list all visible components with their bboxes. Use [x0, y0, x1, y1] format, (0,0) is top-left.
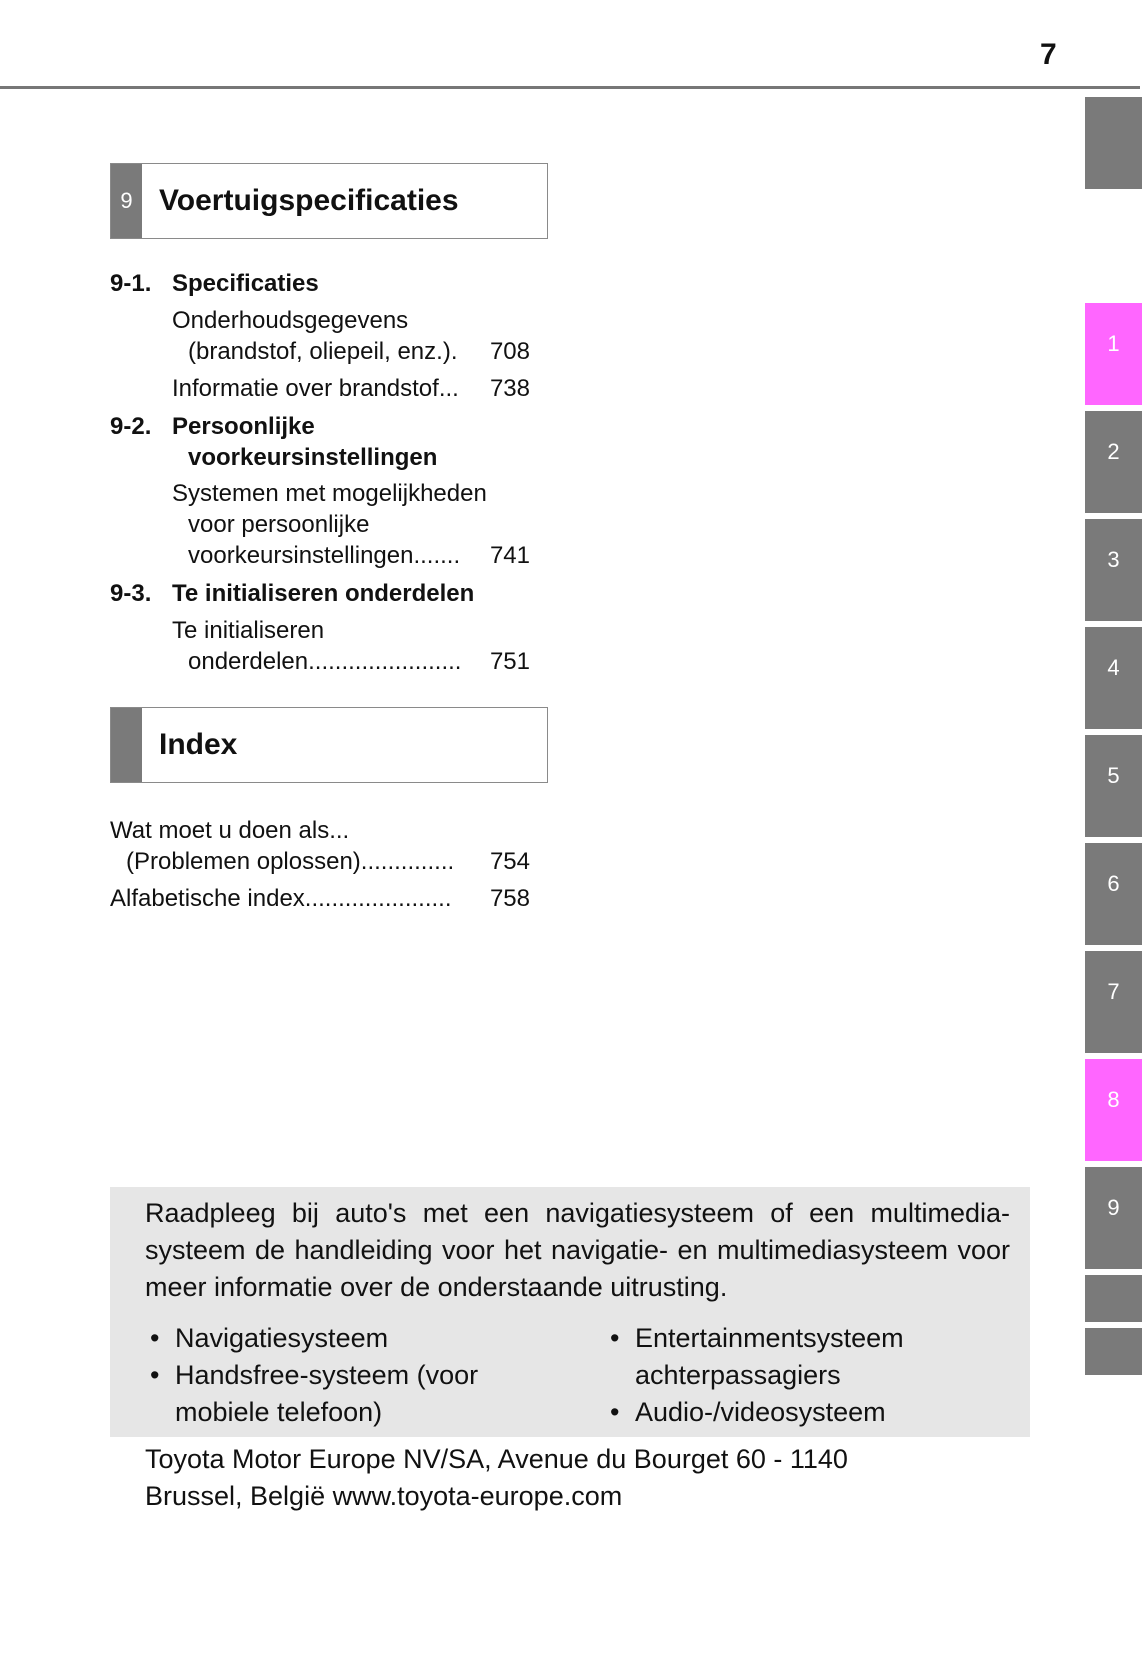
chapter-tab-label: 4 [1107, 655, 1120, 680]
toc-heading-title: Specificaties [172, 270, 319, 297]
toc-heading-title: Te initialiseren onderdelen [172, 580, 475, 607]
toc-leader: ...................... [304, 885, 452, 912]
toc-page-number: 738 [489, 375, 530, 402]
chapter-tab-2[interactable] [1085, 411, 1142, 513]
toc-heading-number: 9-3. [110, 580, 152, 607]
section-title: Index [159, 728, 238, 761]
section-number-marker [111, 708, 142, 782]
section-title: Voertuigspecificaties [159, 184, 459, 217]
top-divider [0, 86, 1140, 89]
chapter-tab-label: 5 [1107, 763, 1120, 788]
publisher-footer [145, 1441, 848, 1515]
toc-page-number: 751 [489, 648, 530, 675]
toc-entry-informatie-brandstof[interactable] [172, 373, 530, 404]
toc-heading-number: 9-1. [110, 270, 152, 297]
toc-entry-text: (brandstof, oliepeil, enz.) [188, 338, 451, 365]
toc-entry-text: onderdelen [188, 648, 309, 675]
section-number: 9 [111, 164, 142, 238]
chapter-tab-label: 9 [1107, 1195, 1120, 1220]
section-header-index [110, 707, 548, 783]
page-number: 7 [1040, 38, 1057, 71]
toc-heading-title-continued: voorkeursinstellingen [188, 444, 438, 471]
section-header-9 [110, 163, 548, 239]
toc-heading-title: Persoonlijke [172, 413, 315, 440]
note-text: Raadpleeg bij auto's met een navigatiesysteem of een multimedia-systeem de handleiding voor het navigatie- en multimediasysteem voor meer informatie over de onderstaande uitrusting. [145, 1198, 1010, 1302]
index-entry-alfabetische[interactable] [110, 883, 530, 914]
chapter-tab-5[interactable] [1085, 735, 1142, 837]
index-entry-problemen[interactable] [126, 846, 530, 877]
chapter-tab-label: 2 [1107, 439, 1120, 464]
note-bullets-right [605, 1320, 985, 1431]
chapter-tab-blank[interactable] [1085, 1275, 1142, 1322]
chapter-tab-7[interactable] [1085, 951, 1142, 1053]
bullet-item: • Entertainmentsysteem achterpassagiers [605, 1320, 985, 1394]
chapter-tab-6[interactable] [1085, 843, 1142, 945]
toc-entry-line[interactable]: Te initialiseren [172, 617, 325, 644]
chapter-tab-9[interactable] [1085, 1167, 1142, 1269]
chapter-tab-label: 3 [1107, 547, 1120, 572]
toc-page-number: 708 [489, 338, 530, 365]
chapter-tab-8[interactable] [1085, 1059, 1142, 1161]
navigation-note-box [110, 1187, 1030, 1437]
chapter-tab-label: 7 [1107, 979, 1120, 1004]
toc-entry-systemen[interactable] [188, 540, 530, 571]
toc-leader: ... [438, 375, 459, 402]
chapter-tab-blank[interactable] [1085, 97, 1142, 189]
toc-heading-number: 9-2. [110, 413, 152, 440]
bullet-item: • Handsfree-systeem (voor mobiele telefoon) [145, 1357, 565, 1431]
chapter-tab-label: 6 [1107, 871, 1120, 896]
toc-entry-te-initialiseren[interactable] [188, 646, 530, 677]
index-entry-text: Alfabetische index [110, 885, 305, 912]
bullet-item: • Navigatiesysteem [145, 1320, 565, 1357]
toc-entry-line[interactable]: voor persoonlijke [188, 511, 370, 538]
toc-leader: ....... [413, 542, 461, 569]
chapter-tab-label: 1 [1107, 331, 1120, 356]
index-entry-text: (Problemen oplossen) [126, 848, 361, 875]
toc-heading-9-2[interactable] [110, 411, 315, 442]
toc-entry-onderhoudsgegevens[interactable] [188, 336, 530, 367]
chapter-tab-label: 8 [1107, 1087, 1120, 1112]
toc-leader: .............. [360, 848, 455, 875]
note-bullets-left [145, 1320, 565, 1431]
toc-page-number: 741 [489, 542, 530, 569]
chapter-tab-3[interactable] [1085, 519, 1142, 621]
toc-page-number: 758 [489, 885, 530, 912]
toc-heading-9-1[interactable] [110, 268, 319, 299]
toc-entry-text: Informatie over brandstof [172, 375, 439, 402]
toc-entry-line[interactable]: Onderhoudsgegevens [172, 307, 409, 334]
toc-leader: ....................... [308, 648, 462, 675]
chapter-tab-blank[interactable] [1085, 1328, 1142, 1375]
chapter-tab-4[interactable] [1085, 627, 1142, 729]
toc-heading-9-3[interactable] [110, 578, 475, 609]
index-entry-line[interactable]: Wat moet u doen als... [110, 817, 350, 844]
toc-entry-line[interactable]: Systemen met mogelijkheden [172, 480, 487, 507]
footer-line[interactable]: Brussel, België www.toyota-europe.com [145, 1481, 623, 1511]
footer-line: Toyota Motor Europe NV/SA, Avenue du Bourget 60 - 1140 [145, 1444, 848, 1474]
chapter-tab-1[interactable] [1085, 303, 1142, 405]
toc-page-number: 754 [489, 848, 530, 875]
toc-entry-text: voorkeursinstellingen [188, 542, 414, 569]
toc-leader: . [450, 338, 458, 365]
bullet-item: • Audio-/videosysteem [605, 1394, 985, 1431]
